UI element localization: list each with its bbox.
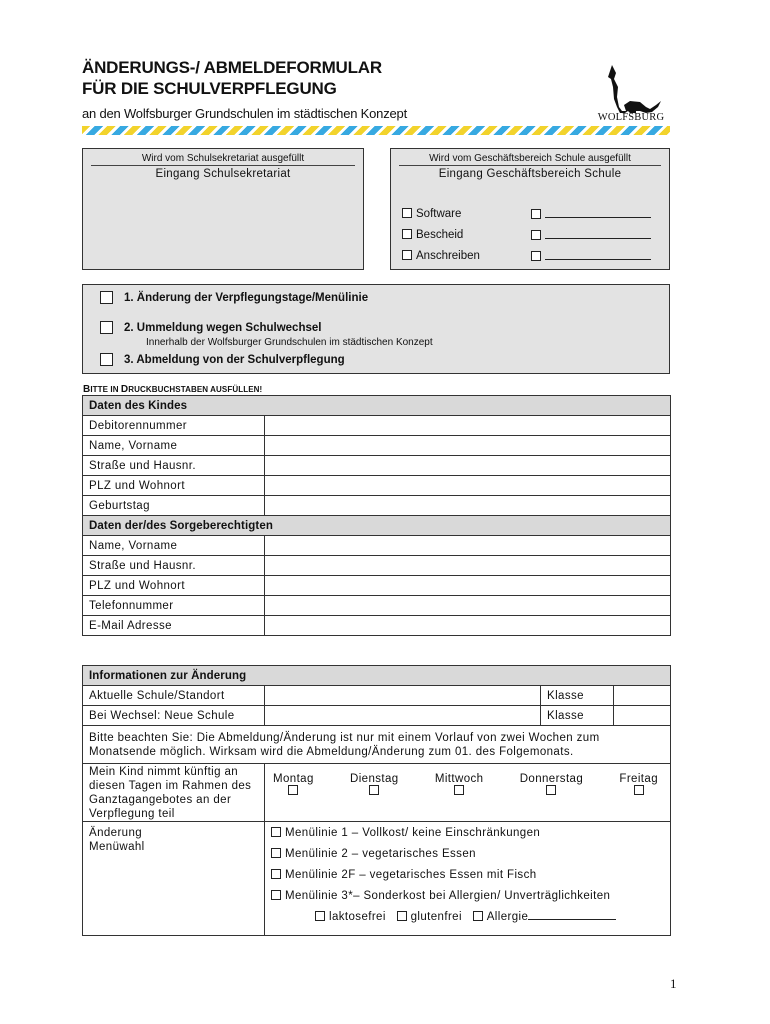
checkbox-icon[interactable] (397, 911, 407, 921)
input-guardian-phone[interactable] (265, 596, 671, 616)
allergy-options (271, 907, 664, 928)
table-row: PLZ und Wohnort (83, 476, 671, 496)
office-check-software[interactable]: Software (402, 208, 461, 220)
title-line-1: ÄNDERUNGS-/ ABMELDEFORMULAR (82, 58, 382, 77)
menu-option-1[interactable]: Menülinie 1 – Vollkost/ keine Einschränkungen (271, 823, 664, 844)
office-box-secretariat (82, 148, 364, 270)
option-2-note: Innerhalb der Wolfsburger Grundschulen im städtischen Konzept (146, 337, 433, 348)
day-tuesday[interactable]: Dienstag (350, 773, 399, 797)
table-row: Name, Vorname (83, 536, 671, 556)
menu-options (265, 822, 671, 936)
input-new-school[interactable] (265, 706, 541, 726)
office-left-sub: Eingang Schulsekretariat (155, 168, 291, 180)
day-friday[interactable]: Freitag (619, 773, 658, 797)
checkbox-icon[interactable] (288, 785, 298, 795)
checkbox-icon[interactable] (473, 911, 483, 921)
blank-line[interactable] (545, 250, 651, 260)
table-row: Straße und Hausnr. (83, 456, 671, 476)
office-check-anschreiben[interactable]: Anschreiben (402, 250, 480, 262)
office-extra-1[interactable] (531, 208, 651, 221)
section-guardian: Daten der/des Sorgeberechtigten (83, 516, 671, 536)
day-monday[interactable]: Montag (273, 773, 314, 797)
checkbox-icon[interactable] (531, 230, 541, 240)
office-extra-2[interactable] (531, 229, 651, 242)
checkbox-icon[interactable] (315, 911, 325, 921)
allergy-other[interactable]: Allergie (473, 911, 617, 923)
input-guardian-street[interactable] (265, 556, 671, 576)
days-selector (265, 764, 671, 822)
change-info-table (82, 665, 671, 936)
title-line-2: FÜR DIE SCHULVERPFLEGUNG (82, 79, 337, 98)
form-subtitle: an den Wolfsburger Grundschulen im städtischen Konzept (82, 106, 407, 121)
office-box-department (390, 148, 670, 270)
blank-line[interactable] (545, 208, 651, 218)
checkbox-icon[interactable] (634, 785, 644, 795)
checkbox-icon[interactable] (369, 785, 379, 795)
table-row: Aktuelle Schule/Standort Klasse (83, 686, 671, 706)
checkbox-icon[interactable] (402, 208, 412, 218)
checkbox-icon[interactable] (402, 229, 412, 239)
input-guardian-name[interactable] (265, 536, 671, 556)
blank-line[interactable] (545, 229, 651, 239)
office-left-head: Wird vom Schulsekretariat ausgefüllt (91, 153, 355, 166)
menu-option-2f[interactable]: Menülinie 2F – vegetarisches Essen mit Fisch (271, 865, 664, 886)
table-row: Geburtstag (83, 496, 671, 516)
allergy-blank-line[interactable] (528, 909, 616, 920)
day-thursday[interactable]: Donnerstag (520, 773, 583, 797)
checkbox-icon[interactable] (454, 785, 464, 795)
table-row: Name, Vorname (83, 436, 671, 456)
menu-option-2[interactable]: Menülinie 2 – vegetarisches Essen (271, 844, 664, 865)
input-child-birthday[interactable] (265, 496, 671, 516)
table-row: Straße und Hausnr. (83, 556, 671, 576)
allergy-gluten[interactable]: glutenfrei (397, 911, 462, 923)
table-row: E-Mail Adresse (83, 616, 671, 636)
checkbox-icon[interactable] (271, 890, 281, 900)
office-extra-3[interactable] (531, 250, 651, 263)
table-row: Bei Wechsel: Neue Schule Klasse (83, 706, 671, 726)
checkbox-icon[interactable] (271, 827, 281, 837)
days-label: Mein Kind nimmt künftig an diesen Tagen im Rahmen des Ganztagangebotes an der Verpflegung teil (83, 764, 265, 822)
checkbox-icon[interactable] (271, 869, 281, 879)
checkbox-icon[interactable] (100, 321, 113, 334)
menu-label: Änderung Menüwahl (83, 822, 265, 936)
input-new-class[interactable] (614, 706, 671, 726)
checkbox-icon[interactable] (546, 785, 556, 795)
input-debtor-number[interactable] (265, 416, 671, 436)
header-stripe (82, 126, 670, 135)
logo-text: WOLFSBURG (597, 112, 665, 123)
checkbox-icon[interactable] (402, 250, 412, 260)
office-check-bescheid[interactable]: Bescheid (402, 229, 463, 241)
checkbox-icon[interactable] (271, 848, 281, 858)
section-child: Daten des Kindes (83, 396, 671, 416)
menu-option-3[interactable]: Menülinie 3*– Sonderkost bei Allergien/ Unverträglichkeiten (271, 886, 664, 907)
section-change: Informationen zur Änderung (83, 666, 671, 686)
checkbox-icon[interactable] (100, 353, 113, 366)
input-guardian-email[interactable] (265, 616, 671, 636)
allergy-lactose[interactable]: laktosefrei (315, 911, 386, 923)
input-child-street[interactable] (265, 456, 671, 476)
checkbox-icon[interactable] (531, 251, 541, 261)
change-notice: Bitte beachten Sie: Die Abmeldung/Änderung ist nur mit einem Vorlauf von zwei Wochen zum Monatsende möglich. Wirksam wird die Abmeldung/Änderung zum 01. des Folgemonats. (83, 726, 671, 764)
day-wednesday[interactable]: Mittwoch (435, 773, 484, 797)
input-child-name[interactable] (265, 436, 671, 456)
table-row: Telefonnummer (83, 596, 671, 616)
checkbox-icon[interactable] (531, 209, 541, 219)
input-current-class[interactable] (614, 686, 671, 706)
personal-data-table (82, 395, 671, 636)
input-current-school[interactable] (265, 686, 541, 706)
input-child-city[interactable] (265, 476, 671, 496)
table-row: Debitorennummer (83, 416, 671, 436)
form-title (82, 57, 382, 99)
office-right-sub: Eingang Geschäftsbereich Schule (438, 168, 622, 180)
checkbox-icon[interactable] (100, 291, 113, 304)
table-row: PLZ und Wohnort (83, 576, 671, 596)
input-guardian-city[interactable] (265, 576, 671, 596)
block-letters-hint: BITTE IN DRUCKBUCHSTABEN AUSFÜLLEN! (83, 384, 263, 395)
office-right-head: Wird vom Geschäftsbereich Schule ausgefüllt (399, 153, 661, 166)
page-number: 1 (670, 976, 677, 991)
